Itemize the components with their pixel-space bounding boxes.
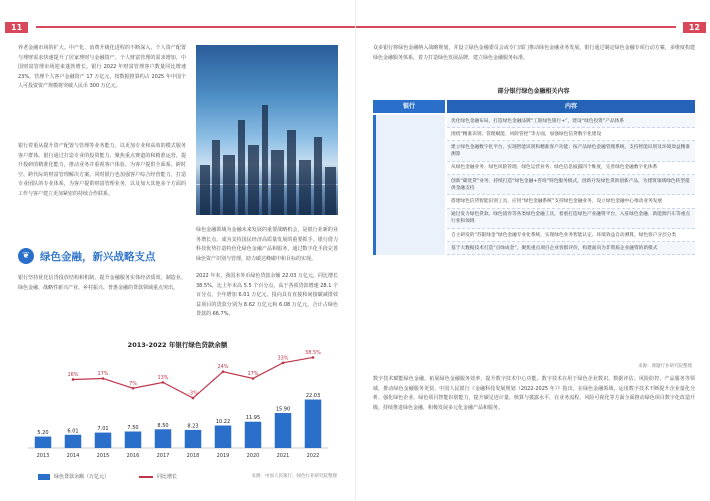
bar <box>245 422 262 448</box>
section-title: 绿色金融，新兴战略支点 <box>40 250 156 263</box>
bar-value-label: 22.03 <box>305 393 321 400</box>
growth-label: 24% <box>217 364 229 371</box>
growth-label: 33% <box>277 355 289 362</box>
page-number: 11 <box>5 22 28 33</box>
growth-label: 38.5% <box>305 349 321 356</box>
bar-value-label: 8.23 <box>187 423 199 430</box>
bar-value-label: 15.90 <box>275 406 291 413</box>
growth-point <box>222 370 225 373</box>
bar-value-label: 6.01 <box>67 428 79 435</box>
x-tick-label: 2018 <box>186 453 200 459</box>
leaf-icon: ❦ <box>18 248 34 264</box>
x-tick-label: 2015 <box>96 453 110 459</box>
bar <box>185 430 202 448</box>
growth-label: -3% <box>188 390 198 397</box>
column-header-bank: 银行 <box>373 100 445 113</box>
growth-label: 17% <box>97 370 109 377</box>
growth-point <box>252 377 255 380</box>
table-row: 创新“碳优贷”业务，持续打造“绿色金融+咨询”特色服务模式，创新开发绿色贷款创新产品，为建筑领域绿色转型提供金融支持 <box>447 175 695 195</box>
growth-label: 16% <box>67 371 79 378</box>
table-row: 围绕“精准识别、管理赋能、风险管控”等方面，加强绿色信贷数字化建设 <box>447 128 695 141</box>
growth-label: 17% <box>247 370 259 377</box>
x-tick-label: 2021 <box>276 453 290 459</box>
table-row: 搭建绿色信贷智能识别工具，应用“绿色金融系统”支持绿色金融业务，设立绿色金融中心推动业务发展 <box>447 195 695 208</box>
bar <box>35 437 52 448</box>
growth-point <box>162 381 165 384</box>
bar-value-label: 7.50 <box>127 425 139 431</box>
growth-point <box>192 397 195 400</box>
right-page <box>355 0 710 501</box>
table-row: 自主研发的“苏银绿金”绿色金融专业化系统，实现绿色业务智能认定、环境效益自动测算，绿色客户分层分类 <box>447 229 695 242</box>
table-row: 通过发力绿色贷款、绿色债券等各类绿色金融工具，着重打造绿色产业融资平台，入驻绿色金融、新能源汽车等重点行业和领域 <box>447 209 695 229</box>
left-header-bar <box>0 22 355 32</box>
growth-label: 7% <box>129 380 137 387</box>
x-tick-label: 2020 <box>246 453 260 459</box>
header-rule <box>356 26 676 28</box>
bar-value-label: 8.50 <box>157 422 169 429</box>
table-title: 部分银行绿色金融相关内容 <box>497 88 570 95</box>
growth-point <box>102 377 105 380</box>
table-row: 建立绿色金融数字化平台，实现智能识别和精准客户功能；按产品绿色金融管理系统，支持智能识别及环境效益精准测算 <box>447 141 695 161</box>
x-tick-label: 2019 <box>216 453 230 459</box>
table-source: 来源：课题行业研究院整理 <box>638 364 692 369</box>
header-rule <box>36 26 355 28</box>
legend-bar-label: 绿色贷款余额（万亿元） <box>54 474 110 480</box>
bar <box>65 435 82 448</box>
table-row: 从绿色金融业务、绿色风险管理、绿色运营业务、绿色信息披露四个维度，完善绿色金融数字化体系 <box>447 162 695 175</box>
x-tick-label: 2014 <box>66 453 80 459</box>
bar-value-label: 5.20 <box>37 430 49 437</box>
section-header <box>18 248 156 264</box>
x-tick-label: 2017 <box>156 453 170 459</box>
growth-label: 13% <box>157 374 169 381</box>
green-finance-table <box>373 100 695 255</box>
x-tick-label: 2013 <box>36 453 50 459</box>
green-loan-chart <box>18 348 338 468</box>
content-column <box>447 115 695 255</box>
table-row: 基于大数据技术打造“点绿成金”，聚焦重点项目企业客群评价，构建面向为非资质企业融资的新模式 <box>447 242 695 255</box>
bar-value-label: 11.95 <box>245 415 261 422</box>
column-header-content: 内容 <box>447 100 695 113</box>
bar <box>125 432 142 449</box>
bar <box>305 400 322 448</box>
paragraph: 养老金融市场的扩大。中产化、消费升级化进程的不断深入，个人资产配置与理财需求快速提升了居家理财与金融资产。个人财富管理的需求增加，中国财富管理市场迎来蓬勃增长。银行 2022 年财富管理客户数量同比增速 23%。管理个人客户金融资产 17 万亿元，按数据推算约占 2025 年中国个人可投资资产规模将突破人民币 300 万亿元。 <box>18 45 186 89</box>
table-row: 优化绿色金融布局，打造绿色金融品牌“工银绿色银行+”，建设“绿色投资”产品体系 <box>447 115 695 128</box>
bar-value-label: 7.01 <box>97 426 109 433</box>
bar <box>275 413 292 448</box>
bar <box>215 426 232 448</box>
paragraph: 银行着重从提升资产配置与管理等业务能力，以更加专业和高效的模式服务客户群体。银行通过打造专业的投资能力、聚焦重点赛道的和精准运营，提升投研的精准化能力，推动业务并重视客户体验。为客户提供全面系、跨时空、跨代际的财富管理解决方案。同时银行也加强客户综合经营能力，打造专业团队的专业体系，为客户提供财富管理业务，以及加大其他多个方面的工作与客户建立更加紧密的持续合作联系。 <box>18 143 186 197</box>
right-header-bar <box>356 22 710 32</box>
chart-source: 来源：中国人民银行、绿色行业研究院整理 <box>251 474 337 479</box>
growth-point <box>132 387 135 390</box>
city-photo <box>196 45 338 215</box>
bar <box>95 433 112 448</box>
page-number: 12 <box>683 22 706 33</box>
x-tick-label: 2022 <box>306 453 320 459</box>
paragraph: 银行坚持优化信贷投放结构和机制，提升金融服务实体经济质效。制造业、绿色金融、战略性新兴产业、乡村振兴、普惠金融的贷款领域重点突出。 <box>18 275 186 291</box>
growth-point <box>72 378 75 381</box>
x-tick-label: 2016 <box>126 453 140 459</box>
legend-line-swatch <box>139 476 153 478</box>
bank-column <box>373 115 445 255</box>
table-header <box>373 100 695 113</box>
growth-point <box>282 362 285 365</box>
legend-line-label: 同比增长 <box>157 474 178 480</box>
chart-title: 2013-2022 年银行绿色贷款余额 <box>127 341 228 349</box>
bar-value-label: 10.22 <box>215 419 231 426</box>
legend-bar-swatch <box>38 474 50 480</box>
intro-paragraph: 众多银行将绿色金融纳入战略规划，并设立绿色金融委员会或专门部门推动绿色金融业务发展。银行通过制定绿色金融专项行动方案，多维度构建绿色金融服务体系，着力打造绿色发展品牌，建立绿色金融服务标准。 <box>373 45 695 61</box>
closing-paragraph: 数字技术赋能绿色金融，拓展绿色金融服务效率，提升数字技术中心功能。数字技术在用于绿色企业数识、数据评估、风险防控、产品服务等领域，推动绿色金融服务更快、中国人民银行《金融科技发展规划（2022-2025 年）》指出，在绿色金融领域，运用数字技术不断提升企业量化分析、强化绿色企业、绿色项目智能识别能力，提升碳足迹计量、核算与披露水平，在业务流程、风险可视化等方面全面推动绿色项目数字化改造升级，持续推进绿色金融，积极发展多元化金融产品和服务。 <box>373 376 695 411</box>
chart-legend <box>38 473 177 480</box>
paragraph: 2022 年末，我国本外币绿色贷款余额 22.03 万亿元，同比增长 38.5%，比上年末高 5.5 个百分点，高于各项贷款增速 28.1 个百分点，全年增加 6.01 万亿元。投向具有直接和间接碳减排效益项目的贷款分别为 8.62 万亿元和 6.08 万亿元，合计占绿色贷款的 66.7%。 <box>196 273 338 317</box>
growth-point <box>312 356 315 359</box>
bar <box>155 429 172 448</box>
paragraph: 绿色金融领域为金融未来发展的重要战略机会，是银行业新的业务增长点，成为支持国民经济高质量发展的重要抓手。银行借力科技优势打造特色化绿色金融产品和服务，通过数字化手段完善绿色资产识别与管理，助力碳达峰碳中和目标的实现。 <box>196 227 338 262</box>
